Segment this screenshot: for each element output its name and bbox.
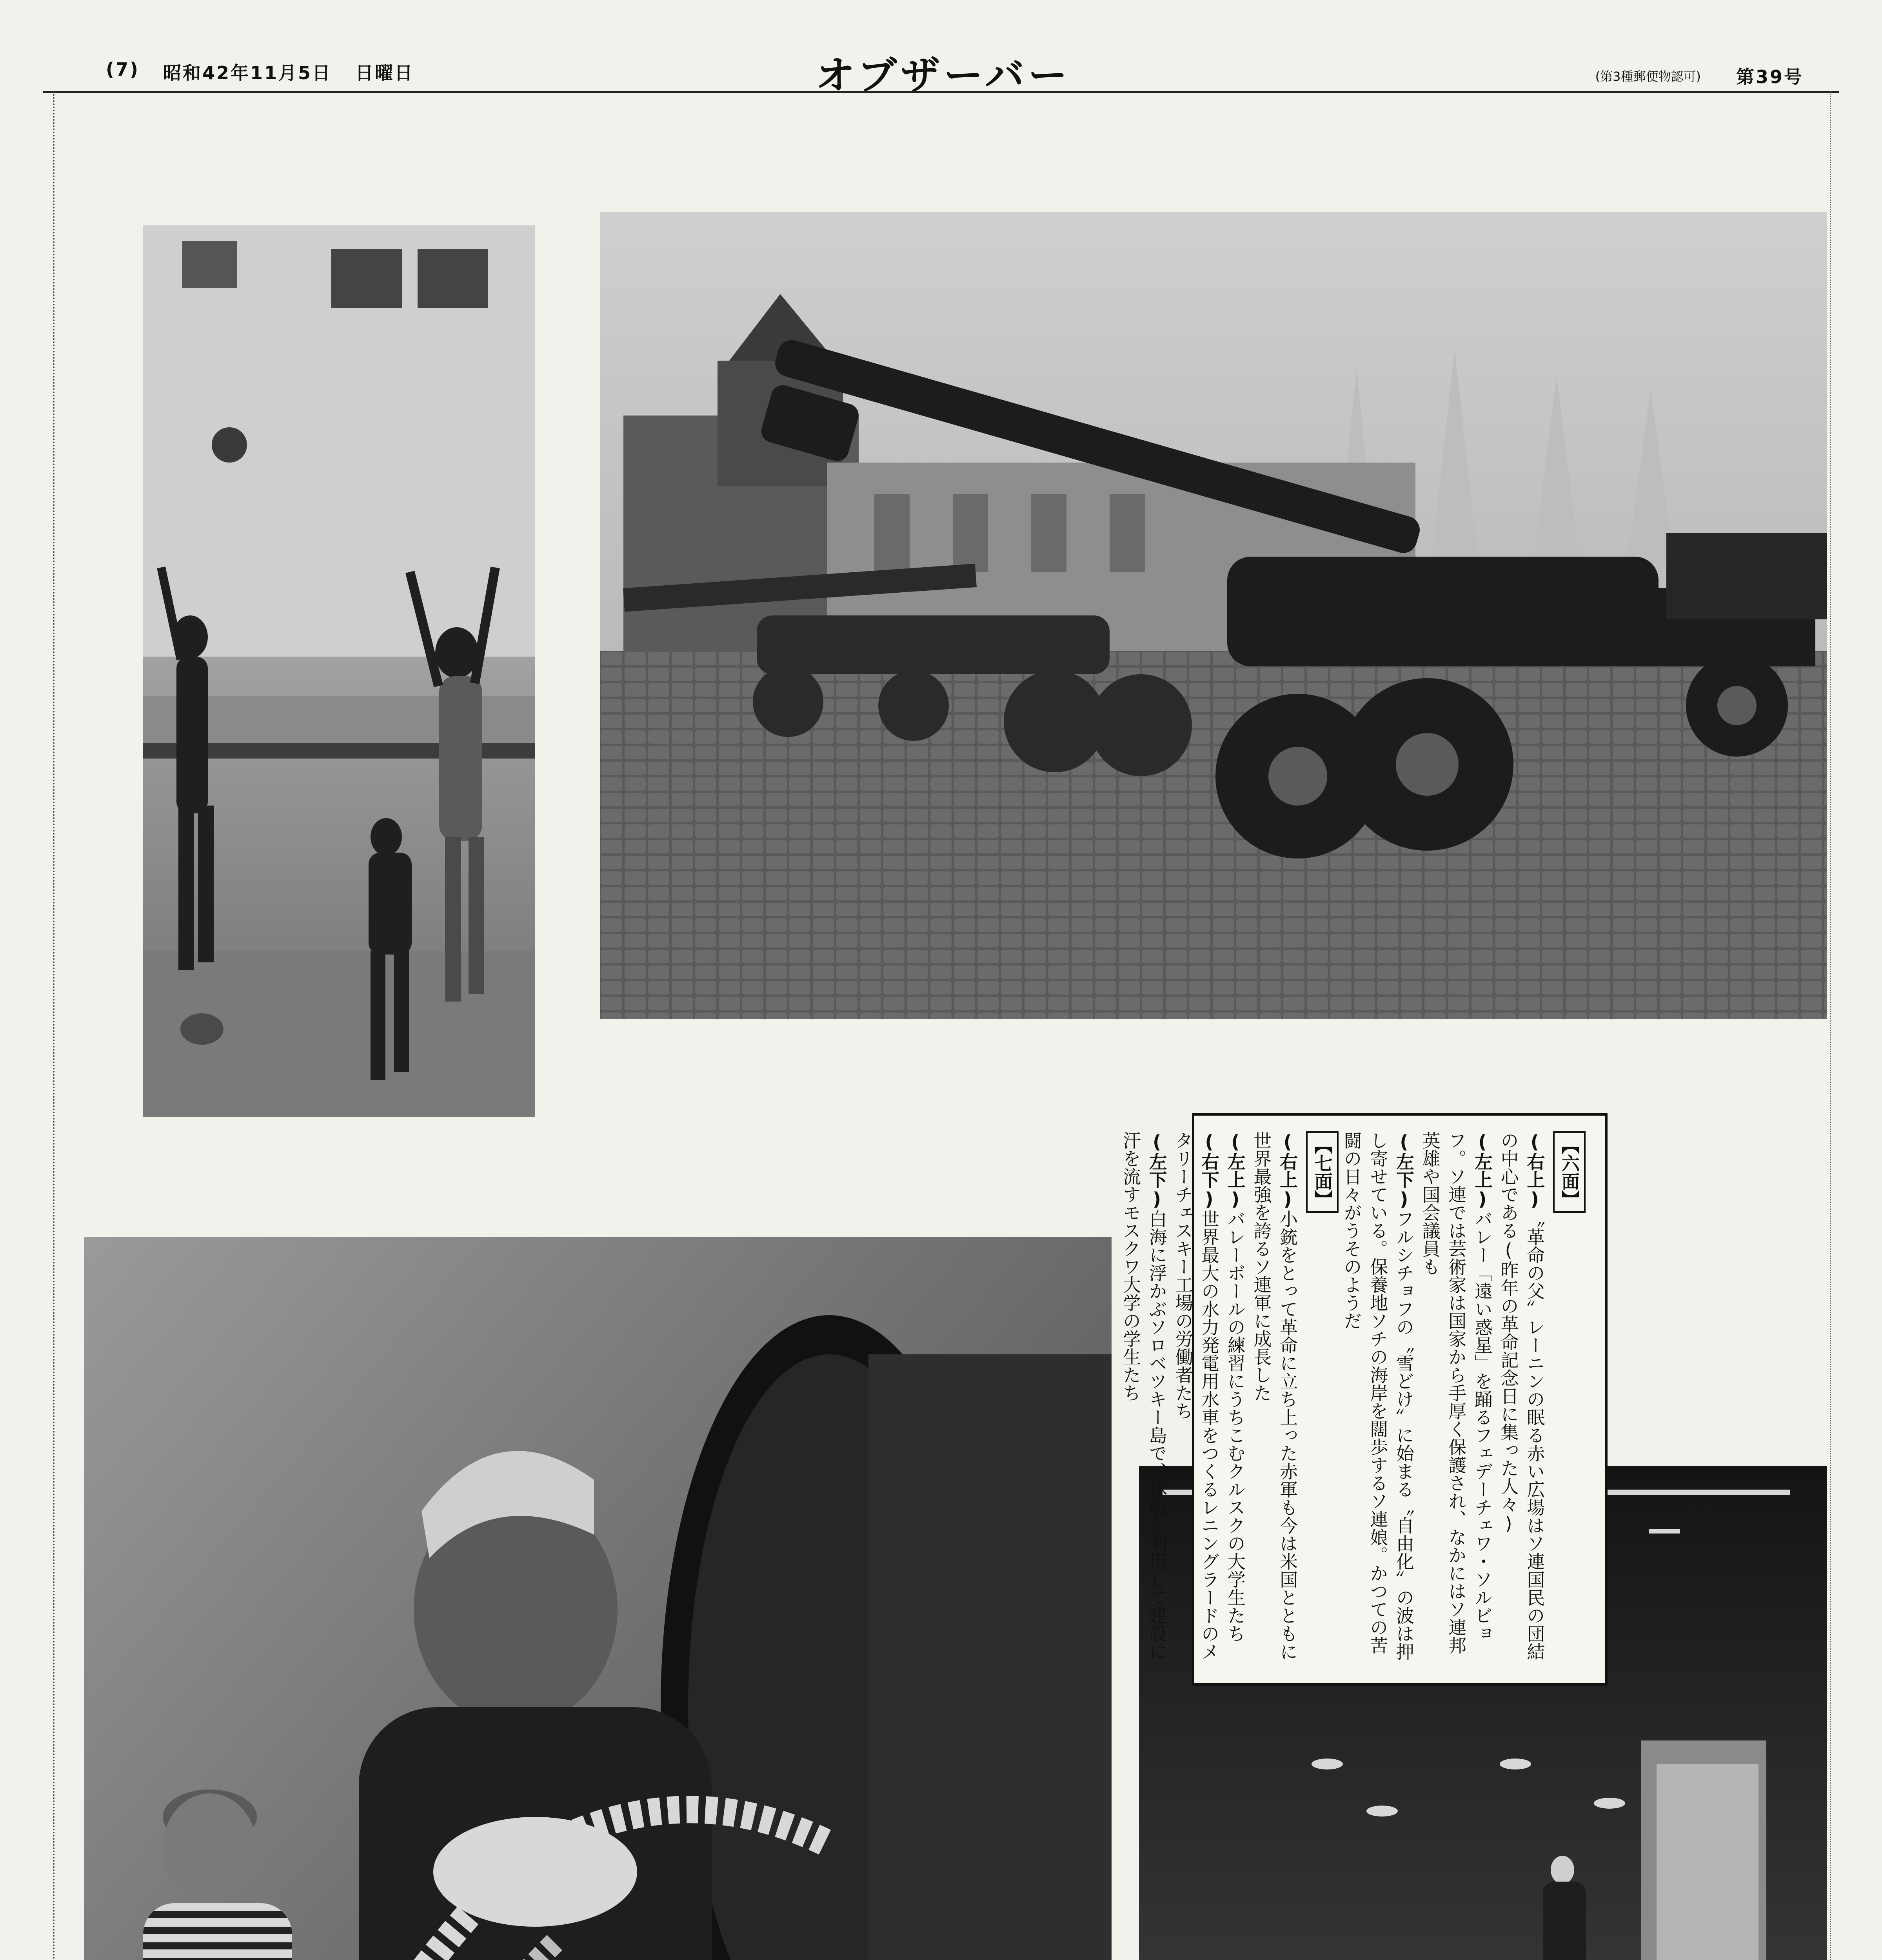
right-margin-rule xyxy=(1830,91,1831,1960)
caption-text: バレー「遠い惑星」を踊るフェデーチェワ・ソルビョフ。ソ連では芸術家は国家から手厚く保護され、なかにはソ連邦英雄や国会議員も xyxy=(1419,1131,1493,1654)
page-number: (7) xyxy=(106,59,140,80)
caption-text: バレーボールの練習にうちこむクルスクの大学生たち xyxy=(1224,1210,1246,1642)
caption-box xyxy=(1120,1113,1608,1686)
issue-number: 第39号 xyxy=(1736,66,1804,87)
caption-item xyxy=(1417,1131,1495,1668)
issue-date: 昭和42年11月5日 xyxy=(163,62,332,83)
header-left xyxy=(106,59,414,85)
caption-position-tag: (右上) xyxy=(1277,1131,1299,1210)
caption-item xyxy=(1248,1131,1301,1668)
newspaper-title: オブザーバー xyxy=(816,53,1071,98)
artillery-parade-red-square-photo xyxy=(600,212,1827,1019)
caption-item xyxy=(1495,1131,1548,1668)
caption-text: フルシチョフの〝雪どけ〟に始まる〝自由化〟の波は押し寄せている。保養地ソチの海岸を闊歩するソ連娘。かつての苦闘の日々がうそのようだ xyxy=(1341,1131,1415,1661)
caption-item xyxy=(1339,1131,1417,1668)
caption-position-tag: (右上) xyxy=(1524,1131,1546,1210)
caption-item xyxy=(1170,1131,1222,1668)
left-margin-rule xyxy=(53,91,54,1960)
caption-position-tag: (左上) xyxy=(1471,1131,1493,1210)
postal-notice: (第3種郵便物認可) xyxy=(1595,69,1701,84)
caption-position-tag: (左下) xyxy=(1146,1131,1168,1210)
header-rule xyxy=(43,91,1839,93)
caption-position-tag: (右下) xyxy=(1199,1131,1220,1210)
workers-with-pipe-photo xyxy=(84,1237,1112,1960)
caption-text: 白海に浮かぶソロベツキー島で、休暇を利用して建設に汗を流すモスクワ大学の学生たち xyxy=(1120,1131,1168,1661)
caption-text: 〝革命の父〟レーニンの眠る赤い広場はソ連国民の団結の中心である(昨年の革命記念日に集った人々) xyxy=(1498,1131,1546,1661)
caption-text: 世界最大の水力発電用水車をつくるレニングラードのメタリーチェスキー工場の労働者たち xyxy=(1172,1131,1220,1661)
volleyball-practice-photo xyxy=(143,225,535,1117)
caption-position-tag: (左下) xyxy=(1393,1131,1415,1210)
section-six-heading: 【六面】 xyxy=(1553,1131,1586,1213)
caption-item xyxy=(1117,1131,1170,1668)
section-seven-heading: 【七面】 xyxy=(1306,1131,1339,1213)
caption-item xyxy=(1222,1131,1248,1668)
caption-position-tag: (左上) xyxy=(1224,1131,1246,1210)
header-right xyxy=(1595,63,1804,89)
issue-weekday: 日曜日 xyxy=(355,62,414,83)
caption-text: 小銃をとって革命に立ち上った赤軍も今は米国とともに世界最強を誇るソ連軍に成長した xyxy=(1251,1131,1299,1661)
